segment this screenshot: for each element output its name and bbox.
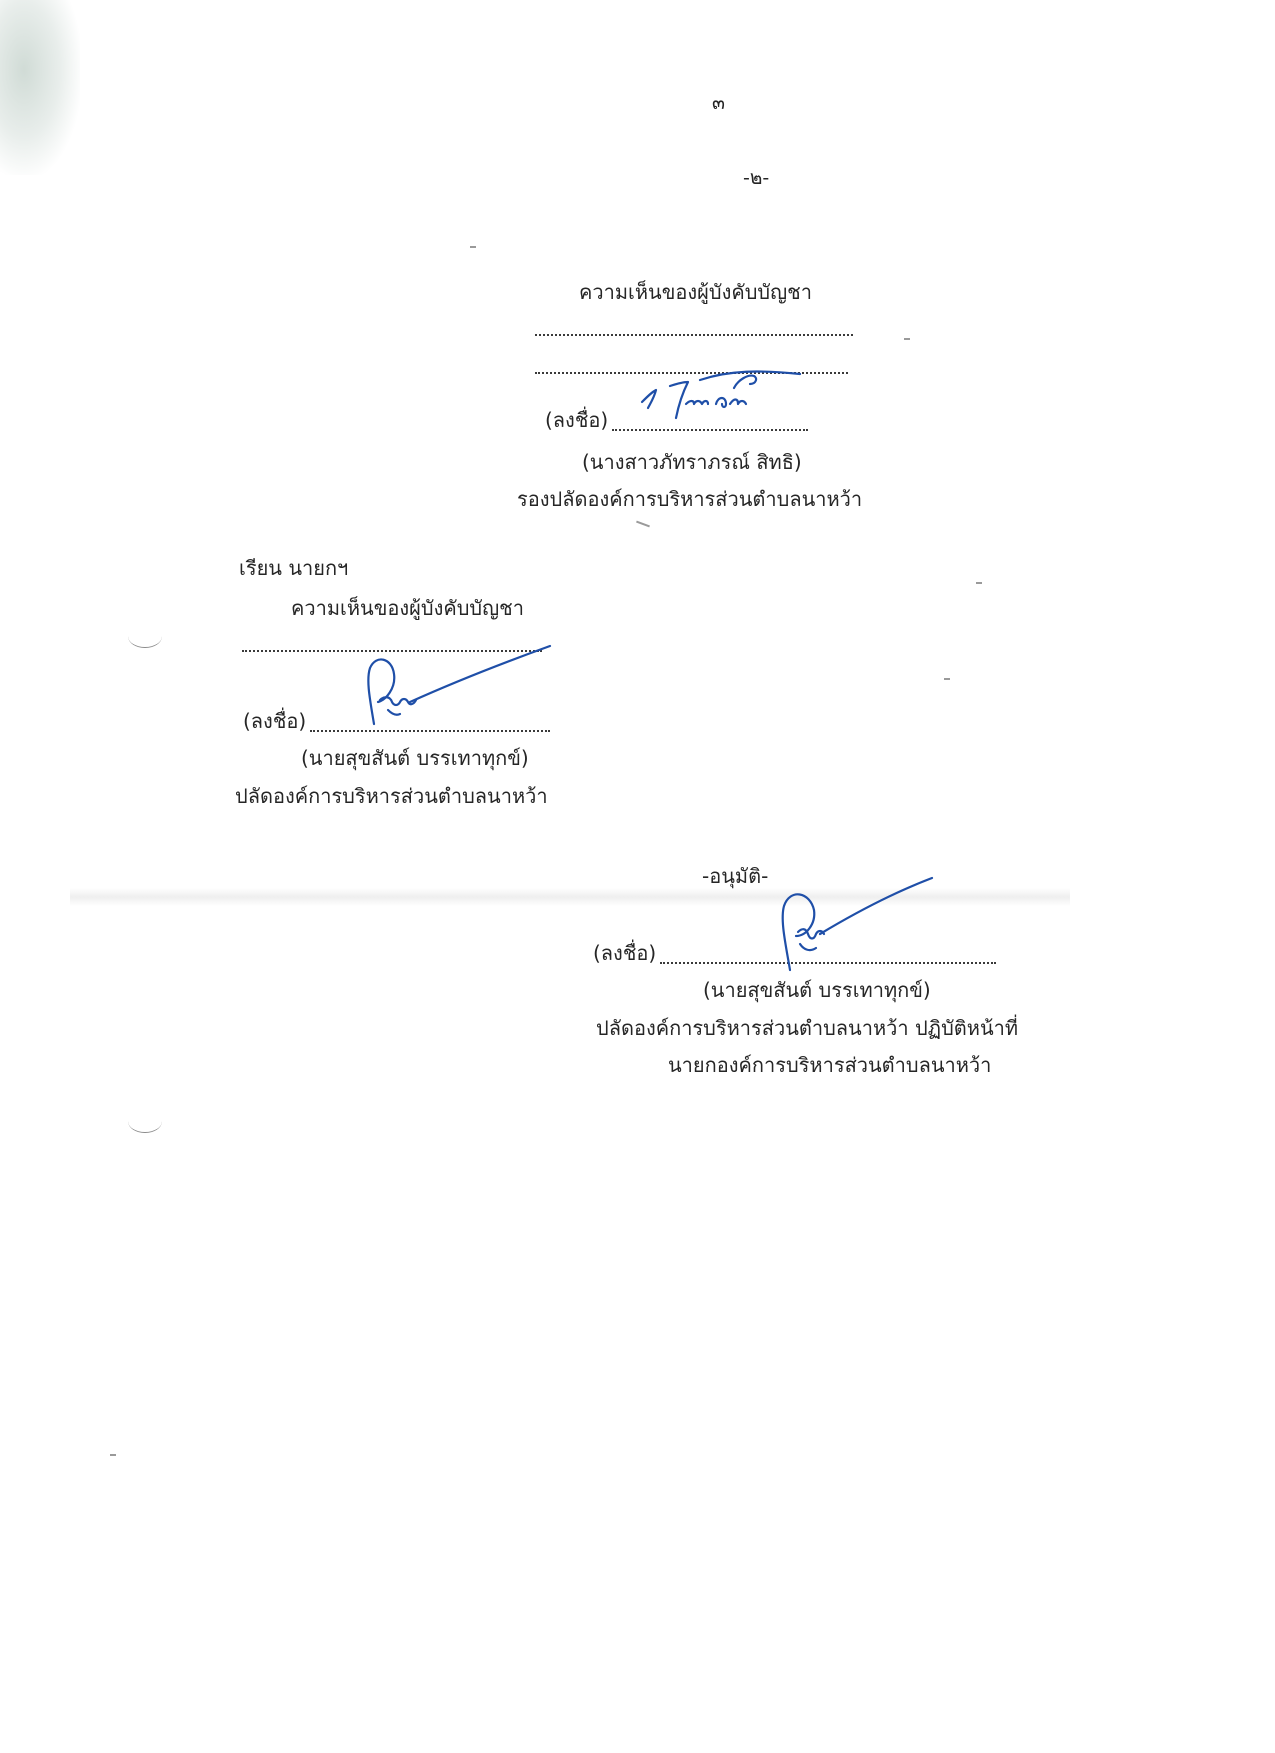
page-subnumber: -๒- — [743, 167, 770, 189]
signer-name: (นางสาวภัทราภรณ์ สิทธิ) — [582, 450, 802, 474]
scan-speck — [110, 1454, 116, 1456]
paper-stain — [0, 0, 80, 175]
signer-position-line2: นายกองค์การบริหารส่วนตำบลนาหว้า — [668, 1053, 992, 1077]
approval-heading: -อนุมัติ- — [702, 864, 769, 888]
signer-position: ปลัดองค์การบริหารส่วนตำบลนาหว้า — [235, 784, 548, 808]
signer-name: (นายสุขสันต์ บรรเทาทุกข์) — [703, 978, 931, 1002]
signature-approver — [760, 870, 940, 980]
scan-speck — [976, 582, 982, 584]
signature-deputy — [630, 360, 800, 430]
dotted-line — [535, 334, 853, 336]
signer-position: รองปลัดองค์การบริหารส่วนตำบลนาหว้า — [517, 487, 863, 511]
signature-chief — [340, 640, 560, 750]
signature-label: (ลงชื่อ) — [545, 408, 609, 432]
scan-speck — [636, 521, 650, 528]
section-heading: ความเห็นของผู้บังคับบัญชา — [579, 280, 812, 304]
scan-speck — [944, 678, 950, 680]
page-number: ๓ — [712, 92, 725, 114]
scan-speck — [904, 338, 910, 340]
signer-name: (นายสุขสันต์ บรรเทาทุกข์) — [301, 746, 529, 770]
signer-position-line1: ปลัดองค์การบริหารส่วนตำบลนาหว้า ปฏิบัติหน้าที่ — [596, 1016, 1019, 1040]
signature-label: (ลงชื่อ) — [243, 709, 307, 733]
section-heading: ความเห็นของผู้บังคับบัญชา — [291, 596, 524, 620]
salutation: เรียน นายกฯ — [239, 556, 349, 580]
signature-label: (ลงชื่อ) — [593, 941, 657, 965]
punch-hole-mark — [128, 625, 162, 648]
punch-hole-mark — [128, 1110, 162, 1133]
scan-speck — [470, 246, 476, 248]
